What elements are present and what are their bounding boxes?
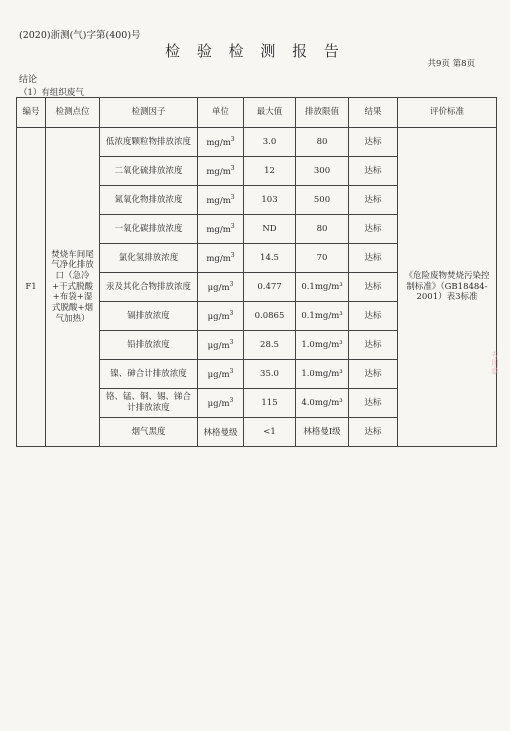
cell-result: 达标	[349, 186, 398, 215]
cell-max: 28.5	[244, 331, 296, 360]
col-header-result: 结果	[349, 98, 398, 128]
cell-unit-superscript: 3	[229, 309, 234, 317]
col-header-factor: 检测因子	[100, 98, 198, 128]
cell-max: 3.0	[244, 128, 296, 157]
cell-limit: 80	[296, 128, 349, 157]
cell-limit: 300	[296, 157, 349, 186]
cell-result: 达标	[349, 360, 398, 389]
cell-max: ND	[244, 215, 296, 244]
cell-factor: 镉排放浓度	[100, 302, 198, 331]
cell-unit	[198, 418, 244, 447]
cell-max: 115	[244, 389, 296, 418]
cell-unit-superscript: 3	[229, 367, 234, 375]
cell-point-id: F1	[17, 128, 46, 447]
cell-unit	[198, 186, 244, 215]
cell-unit-superscript: 3	[229, 280, 234, 288]
cell-unit-base: μg/m	[207, 311, 230, 322]
page-info: 共9页 第8页	[427, 59, 475, 69]
cell-limit: 70	[296, 244, 349, 273]
cell-result: 达标	[349, 389, 398, 418]
cell-unit-superscript: 3	[230, 193, 235, 201]
col-header-standard: 评价标准	[398, 98, 497, 128]
cell-unit-base: mg/m	[206, 137, 231, 148]
conclusion-label: 结论	[19, 75, 38, 85]
cell-factor: 烟气黑度	[100, 418, 198, 447]
cell-unit-base: mg/m	[206, 224, 231, 235]
report-title: 检 验 检 测 报 告	[165, 42, 345, 60]
table-row	[17, 128, 497, 157]
cell-unit-base: mg/m	[206, 166, 231, 177]
cell-unit-base: mg/m	[206, 195, 231, 206]
result-table	[16, 97, 497, 447]
cell-limit: 0.1mg/m³	[296, 302, 349, 331]
cell-unit-superscript: 3	[229, 396, 234, 404]
cell-max: 12	[244, 157, 296, 186]
cell-result: 达标	[349, 331, 398, 360]
cell-result: 达标	[349, 302, 398, 331]
cell-factor: 低浓度颗粒物排放浓度	[100, 128, 198, 157]
cell-unit	[198, 360, 244, 389]
cell-result: 达标	[349, 215, 398, 244]
cell-unit-base: μg/m	[207, 369, 230, 380]
cell-unit-superscript: 3	[230, 135, 235, 143]
cell-limit: 1.0mg/m³	[296, 360, 349, 389]
cell-result: 达标	[349, 273, 398, 302]
cell-unit-superscript: 3	[230, 164, 235, 172]
cell-factor: 一氧化碳排放浓度	[100, 215, 198, 244]
cell-point-name: 焚烧车间尾气净化排放口（急冷+干式脱酸+布袋+湿式脱酸+烟气加热）	[46, 128, 100, 447]
cell-factor: 铬、锰、铜、锡、锑合计排放浓度	[100, 389, 198, 418]
col-header-id: 编号	[17, 98, 46, 128]
cell-unit-base: mg/m	[206, 253, 231, 264]
cell-limit: 0.1mg/m³	[296, 273, 349, 302]
cell-factor: 氮氧化物排放浓度	[100, 186, 198, 215]
cell-unit	[198, 331, 244, 360]
cell-unit	[198, 157, 244, 186]
cell-unit	[198, 128, 244, 157]
cell-max: 0.0865	[244, 302, 296, 331]
cell-factor: 二氧化硫排放浓度	[100, 157, 198, 186]
cell-max: 35.0	[244, 360, 296, 389]
cell-unit-base: 林格曼级	[203, 427, 238, 438]
cell-limit: 1.0mg/m³	[296, 331, 349, 360]
cell-unit-superscript: 3	[230, 251, 235, 259]
cell-unit	[198, 215, 244, 244]
doc-number: (2020)浙测(气)字第(400)号	[19, 30, 141, 41]
cell-unit-superscript: 3	[229, 338, 234, 346]
table-header-row	[17, 98, 497, 128]
col-header-unit: 单位	[198, 98, 244, 128]
cell-unit-base: μg/m	[207, 282, 230, 293]
cell-result: 达标	[349, 244, 398, 273]
cell-max: 103	[244, 186, 296, 215]
cell-limit: 4.0mg/m³	[296, 389, 349, 418]
cell-standard: 《危险废物焚烧污染控制标准》（GB18484-2001）表3标准	[398, 128, 497, 447]
cell-factor: 氯化氢排放浓度	[100, 244, 198, 273]
cell-unit	[198, 244, 244, 273]
cell-result: 达标	[349, 128, 398, 157]
col-header-limit: 排放限值	[296, 98, 349, 128]
cell-max: 0.477	[244, 273, 296, 302]
col-header-point: 检测点位	[46, 98, 100, 128]
cell-limit: 林格曼Ⅰ级	[296, 418, 349, 447]
cell-unit	[198, 302, 244, 331]
cell-unit-base: μg/m	[207, 340, 230, 351]
cell-unit	[198, 389, 244, 418]
cell-unit-base: μg/m	[207, 398, 230, 409]
cell-unit	[198, 273, 244, 302]
cell-max: <1	[244, 418, 296, 447]
cell-limit: 80	[296, 215, 349, 244]
cell-limit: 500	[296, 186, 349, 215]
cell-factor: 铅排放浓度	[100, 331, 198, 360]
cell-unit-superscript: 3	[230, 222, 235, 230]
stamp-seal: 专用章	[490, 350, 500, 375]
cell-factor: 镍、砷合计排放浓度	[100, 360, 198, 389]
cell-result: 达标	[349, 418, 398, 447]
cell-max: 14.5	[244, 244, 296, 273]
cell-factor: 汞及其化合物排放浓度	[100, 273, 198, 302]
section-label: （1）有组织废气	[19, 88, 84, 98]
cell-result: 达标	[349, 157, 398, 186]
col-header-max: 最大值	[244, 98, 296, 128]
